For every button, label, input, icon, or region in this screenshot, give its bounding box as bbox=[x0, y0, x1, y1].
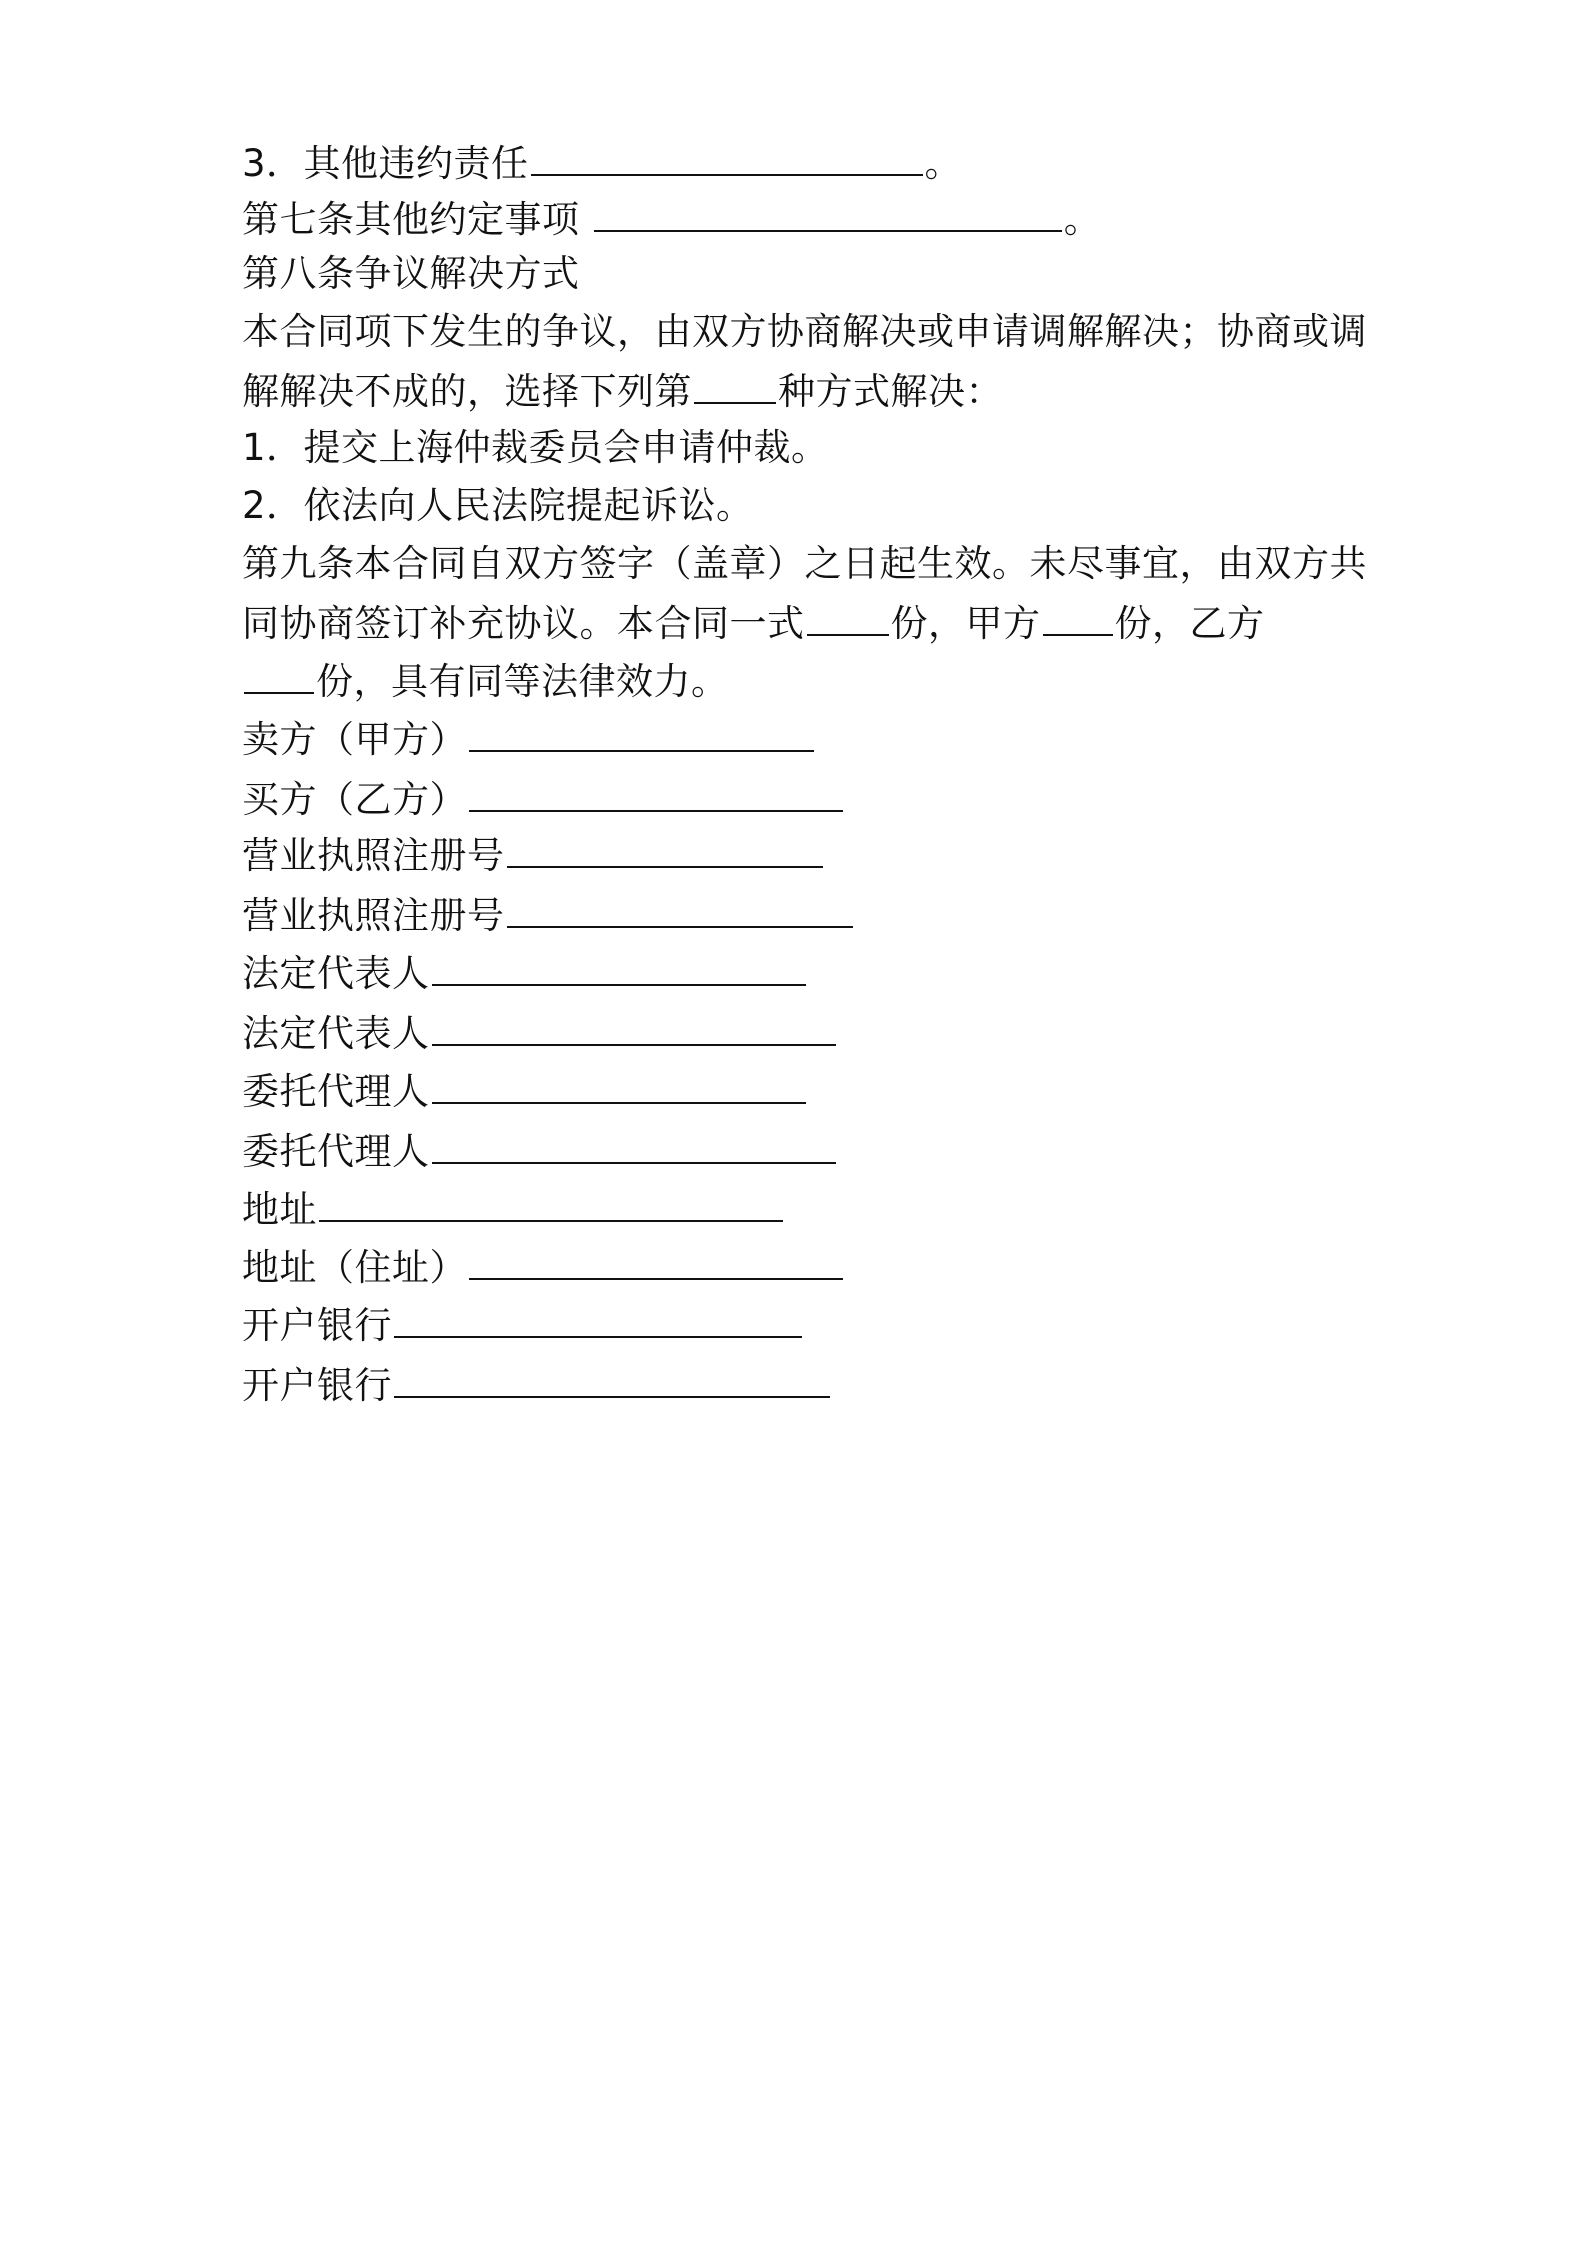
article-9-line-2-before: 同协商签订补充协议。本合同一式 bbox=[242, 602, 805, 645]
option-1: 1．提交上海仲裁委员会申请仲裁。 bbox=[242, 426, 829, 469]
license-no-seller bbox=[242, 832, 825, 878]
article-7-end: 。 bbox=[1063, 198, 1102, 241]
address-seller-label: 地址 bbox=[242, 1188, 317, 1231]
legal-rep-seller bbox=[242, 950, 808, 996]
signature-seller-label: 卖方（甲方） bbox=[242, 718, 467, 761]
signature-buyer-label: 买方（乙方） bbox=[242, 778, 467, 821]
breach-item-3-label: 3．其他违约责任 bbox=[242, 142, 529, 185]
license-no-buyer bbox=[242, 892, 855, 938]
address-buyer bbox=[242, 1244, 845, 1290]
legal-rep-seller-label: 法定代表人 bbox=[242, 952, 430, 995]
option-2: 2．依法向人民法院提起诉讼。 bbox=[242, 484, 754, 527]
agent-seller bbox=[242, 1068, 808, 1114]
legal-rep-buyer bbox=[242, 1010, 838, 1056]
signature-buyer-blank[interactable] bbox=[469, 776, 843, 812]
legal-rep-buyer-blank[interactable] bbox=[432, 1010, 836, 1046]
agent-seller-label: 委托代理人 bbox=[242, 1070, 430, 1113]
legal-rep-buyer-label: 法定代表人 bbox=[242, 1012, 430, 1055]
article-9-line-1: 第九条本合同自双方签字（盖章）之日起生效。未尽事宜，由双方共 bbox=[242, 542, 1367, 585]
article-9-line-2 bbox=[242, 600, 1265, 646]
breach-item-3-blank[interactable] bbox=[531, 140, 923, 176]
article-8-body-line-2-before: 解解决不成的，选择下列第 bbox=[242, 370, 692, 413]
breach-item-3 bbox=[242, 140, 962, 186]
bank-buyer-blank[interactable] bbox=[394, 1362, 830, 1398]
article-9-line-3 bbox=[242, 658, 729, 704]
bank-seller-label: 开户银行 bbox=[242, 1304, 392, 1347]
bank-buyer-label: 开户银行 bbox=[242, 1364, 392, 1407]
article-8-body-line-2-after: 种方式解决： bbox=[778, 370, 1003, 413]
address-buyer-label: 地址（住址） bbox=[242, 1246, 467, 1289]
bank-seller-blank[interactable] bbox=[394, 1302, 802, 1338]
article-9-line-2-mid2: 份，乙方 bbox=[1114, 602, 1265, 645]
article-9-line-2-mid1: 份，甲方 bbox=[890, 602, 1041, 645]
agent-buyer-label: 委托代理人 bbox=[242, 1130, 430, 1173]
signature-seller-blank[interactable] bbox=[469, 716, 814, 752]
breach-item-3-end: 。 bbox=[924, 142, 963, 185]
agent-buyer bbox=[242, 1128, 838, 1174]
article-8-title: 第八条争议解决方式 bbox=[242, 252, 580, 295]
legal-rep-seller-blank[interactable] bbox=[432, 950, 806, 986]
article-9-line-3-after: 份，具有同等法律效力。 bbox=[316, 660, 729, 703]
article-7 bbox=[242, 196, 1101, 242]
article-8-body-line-2 bbox=[242, 368, 1003, 414]
license-no-buyer-blank[interactable] bbox=[507, 892, 853, 928]
copies-party-b-blank[interactable] bbox=[244, 658, 314, 694]
dispute-method-blank[interactable] bbox=[694, 368, 776, 404]
bank-seller bbox=[242, 1302, 804, 1348]
address-buyer-blank[interactable] bbox=[469, 1244, 843, 1280]
copies-total-blank[interactable] bbox=[807, 600, 889, 636]
address-seller bbox=[242, 1186, 785, 1232]
address-seller-blank[interactable] bbox=[319, 1186, 783, 1222]
signature-buyer bbox=[242, 776, 845, 822]
bank-buyer bbox=[242, 1362, 832, 1408]
copies-party-a-blank[interactable] bbox=[1043, 600, 1113, 636]
signature-seller bbox=[242, 716, 816, 762]
license-no-seller-blank[interactable] bbox=[507, 832, 823, 868]
license-no-buyer-label: 营业执照注册号 bbox=[242, 894, 505, 937]
agent-buyer-blank[interactable] bbox=[432, 1128, 836, 1164]
license-no-seller-label: 营业执照注册号 bbox=[242, 834, 505, 877]
article-8-body-line-1: 本合同项下发生的争议，由双方协商解决或申请调解解决；协商或调 bbox=[242, 310, 1367, 353]
article-7-label: 第七条其他约定事项 bbox=[242, 198, 580, 241]
agent-seller-blank[interactable] bbox=[432, 1068, 806, 1104]
article-7-blank[interactable] bbox=[594, 196, 1062, 232]
